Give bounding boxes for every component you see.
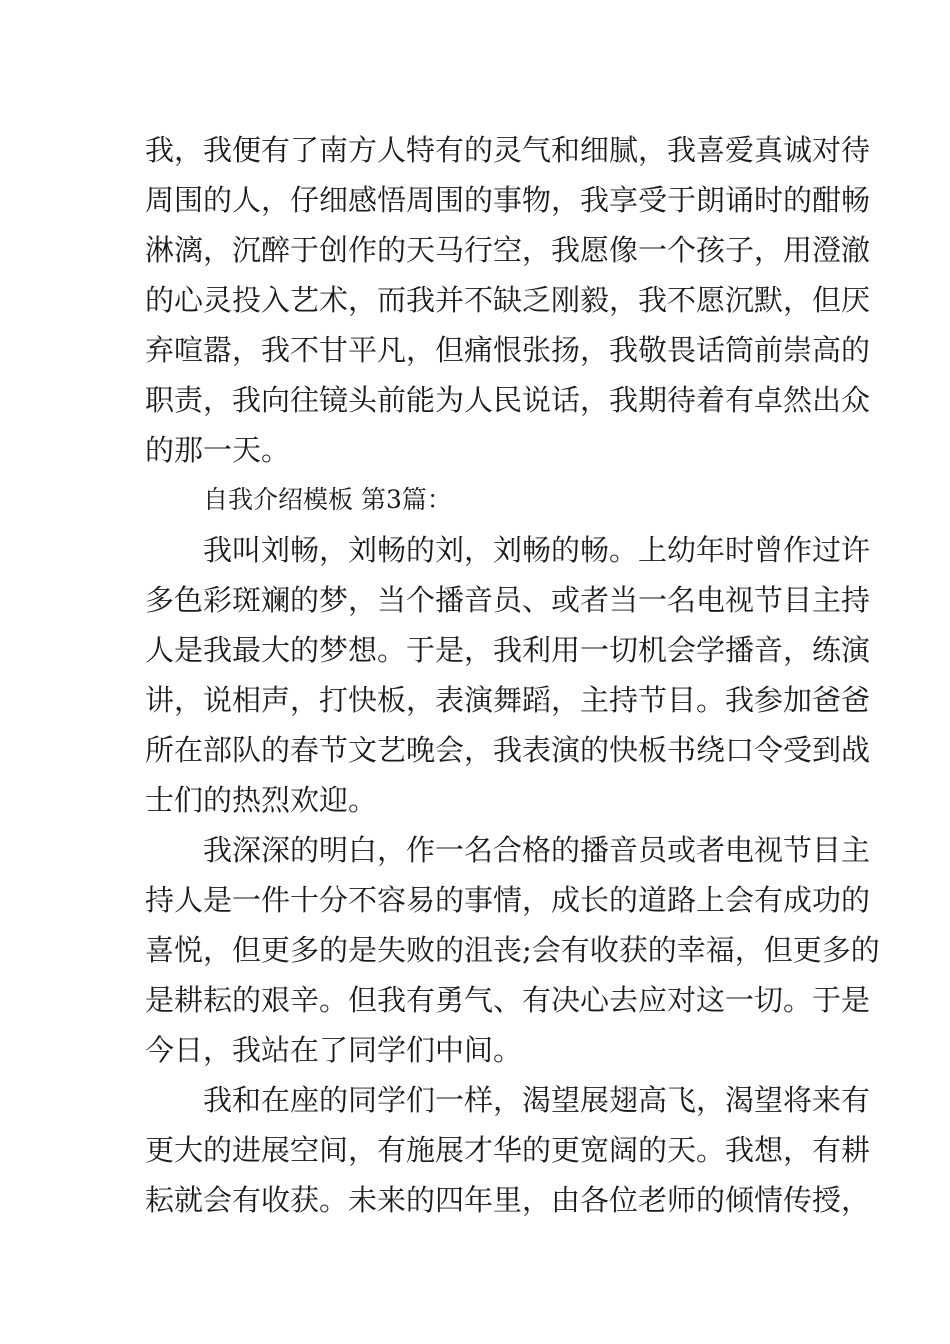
text-line: 多色彩斑斓的梦，当个播音员、或者当一名电视节目主持 <box>145 583 871 617</box>
text-line: 弃喧嚣，我不甘平凡，但痛恨张扬，我敬畏话筒前崇高的 <box>145 333 871 367</box>
text-line: 的那一天。 <box>145 433 291 467</box>
text-line: 持人是一件十分不容易的事情，成长的道路上会有成功的 <box>145 883 871 917</box>
text-line: 我深深的明白，作一名合格的播音员或者电视节目主 <box>203 833 871 867</box>
text-line: 是耕耘的艰辛。但我有勇气、有决心去应对这一切。于是 <box>145 983 871 1017</box>
text-line: 人是我最大的梦想。于是，我利用一切机会学播音，练演 <box>145 633 871 667</box>
text-line: 士们的热烈欢迎。 <box>145 783 378 817</box>
text-line: 淋漓，沉醉于创作的天马行空，我愿像一个孩子，用澄澈 <box>145 233 871 267</box>
text-line: 喜悦，但更多的是失败的沮丧;会有收获的幸福，但更多的 <box>145 933 880 967</box>
text-line: 的心灵投入艺术，而我并不缺乏刚毅，我不愿沉默，但厌 <box>145 283 871 317</box>
text-line: 更大的进展空间，有施展才华的更宽阔的天。我想，有耕 <box>145 1133 871 1167</box>
text-line: 讲，说相声，打快板，表演舞蹈，主持节目。我参加爸爸 <box>145 683 871 717</box>
text-line: 今日，我站在了同学们中间。 <box>145 1033 523 1067</box>
text-line: 耘就会有收获。未来的四年里，由各位老师的倾情传授， <box>145 1183 871 1217</box>
text-line: 我叫刘畅，刘畅的刘，刘畅的畅。上幼年时曾作过许 <box>203 533 871 567</box>
text-line: 我和在座的同学们一样，渴望展翅高飞，渴望将来有 <box>203 1083 871 1117</box>
text-line: 所在部队的春节文艺晚会，我表演的快板书绕口令受到战 <box>145 733 871 767</box>
text-line: 我，我便有了南方人特有的灵气和细腻，我喜爱真诚对待 <box>145 133 871 167</box>
section-heading: 自我介绍模板 第3篇： <box>203 485 452 514</box>
text-line: 周围的人，仔细感悟周围的事物，我享受于朗诵时的酣畅 <box>145 183 871 217</box>
text-line: 职责，我向往镜头前能为人民说话，我期待着有卓然出众 <box>145 383 871 417</box>
